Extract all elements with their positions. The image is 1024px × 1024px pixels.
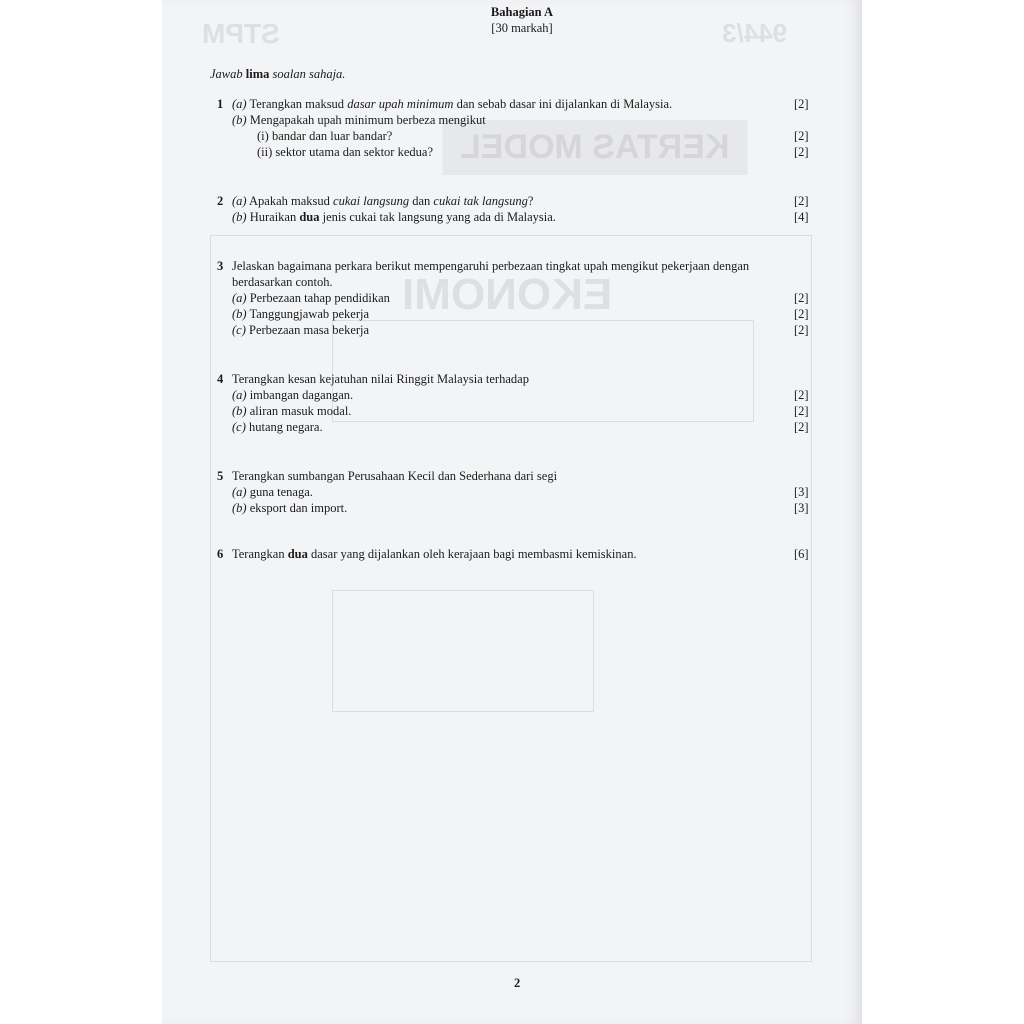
instruction-post: soalan sahaja.: [269, 67, 346, 81]
mark: [4]: [794, 210, 809, 224]
part-term: cukai langsung: [333, 194, 410, 208]
bleed-through-banner: KERTAS MODEL: [442, 120, 747, 175]
question-2-number: 2: [217, 194, 224, 208]
instruction-pre: Jawab: [210, 67, 246, 81]
question-5-stem: Terangkan sumbangan Perusahaan Kecil dan Sederhana dari segi: [232, 469, 558, 483]
section-marks: [30 markah]: [491, 21, 553, 35]
part-term: cukai tak langsung: [433, 194, 528, 208]
mark: [3]: [794, 501, 809, 515]
part-label: (a): [232, 194, 247, 208]
instruction: [210, 66, 345, 82]
part-text: Terangkan maksud: [246, 97, 348, 111]
question-3b: [232, 306, 369, 322]
part-label: (b): [232, 404, 247, 418]
part-label: (c): [232, 323, 246, 337]
mark: [2]: [794, 388, 809, 402]
stem-bold: dua: [287, 547, 308, 561]
question-4b: [232, 403, 351, 419]
part-text: bandar dan luar bandar?: [268, 129, 393, 143]
part-text: dan: [409, 194, 434, 208]
question-5b: [232, 500, 347, 516]
instruction-bold: lima: [245, 67, 270, 81]
part-label: (a): [232, 485, 247, 499]
mark: [2]: [794, 145, 809, 159]
mark: [2]: [794, 420, 809, 434]
question-3-number: 3: [217, 259, 224, 273]
part-label: (a): [232, 291, 247, 305]
part-label: (b): [232, 210, 247, 224]
part-label: (ii): [257, 145, 273, 159]
mark: [2]: [794, 129, 809, 143]
question-6-stem: [232, 546, 637, 562]
question-1a: [232, 96, 672, 112]
stem-text: dasar yang dijalankan oleh kerajaan bagi membasmi kemiskinan.: [307, 547, 637, 561]
mark: [2]: [794, 307, 809, 321]
question-6-number: 6: [217, 547, 224, 561]
mark: [2]: [794, 194, 809, 208]
section-title: Bahagian A: [490, 5, 554, 19]
part-text: jenis cukai tak langsung yang ada di Malaysia.: [319, 210, 556, 224]
mark: [3]: [794, 485, 809, 499]
question-1b-i: [257, 128, 392, 144]
question-1b-ii: [257, 144, 433, 160]
part-text: imbangan dagangan.: [246, 388, 354, 402]
question-4c: [232, 419, 323, 435]
part-text: Tanggungjawab pekerja: [246, 307, 370, 321]
part-text: Apakah maksud: [246, 194, 334, 208]
question-4-number: 4: [217, 372, 224, 386]
part-label: (a): [232, 97, 247, 111]
part-text: sektor utama dan sektor kedua?: [272, 145, 433, 159]
question-5-number: 5: [217, 469, 224, 483]
part-label: (a): [232, 388, 247, 402]
mark: [2]: [794, 404, 809, 418]
question-1-number: 1: [217, 97, 224, 111]
part-text: Perbezaan masa bekerja: [245, 323, 370, 337]
part-text: Perbezaan tahap pendidikan: [246, 291, 390, 305]
part-label: (c): [232, 420, 246, 434]
mark: [6]: [794, 547, 809, 561]
page-number: 2: [514, 976, 521, 990]
part-text: hutang negara.: [245, 420, 323, 434]
bleed-through-title: EKONOMI: [402, 270, 613, 319]
question-3-stem-line2: berdasarkan contoh.: [232, 275, 333, 289]
question-5a: [232, 484, 313, 500]
part-text: aliran masuk modal.: [246, 404, 352, 418]
mark: [2]: [794, 291, 809, 305]
document-page: [162, 0, 862, 1024]
part-label: (b): [232, 113, 247, 127]
bleed-through-logo: STPM: [202, 18, 280, 49]
part-text: Huraikan: [246, 210, 300, 224]
question-4a: [232, 387, 353, 403]
question-4-stem: Terangkan kesan kejatuhan nilai Ringgit Malaysia terhadap: [232, 372, 529, 386]
part-text: guna tenaga.: [246, 485, 313, 499]
part-text: eksport dan import.: [246, 501, 348, 515]
question-3c: [232, 322, 369, 338]
part-text: dan sebab dasar ini dijalankan di Malaysia.: [453, 97, 673, 111]
mark: [2]: [794, 323, 809, 337]
part-label: (b): [232, 307, 247, 321]
part-label: (b): [232, 501, 247, 515]
question-2b: [232, 209, 556, 225]
part-bold: dua: [299, 210, 320, 224]
part-text: Mengapakah upah minimum berbeza mengikut: [246, 113, 486, 127]
bleed-through-table-inner-2: [332, 590, 594, 712]
question-3a: [232, 290, 390, 306]
question-3-stem-line1: Jelaskan bagaimana perkara berikut mempengaruhi perbezaan tingkat upah mengikut pekerjaan dengan: [232, 259, 750, 273]
part-term: dasar upah minimum: [347, 97, 454, 111]
question-1b: [232, 112, 486, 128]
question-2a: [232, 193, 533, 209]
part-label: (i): [257, 129, 269, 143]
mark: [2]: [794, 97, 809, 111]
stem-text: Terangkan: [232, 547, 288, 561]
bleed-through-code: 944/3: [722, 18, 788, 48]
part-text: ?: [527, 194, 534, 208]
